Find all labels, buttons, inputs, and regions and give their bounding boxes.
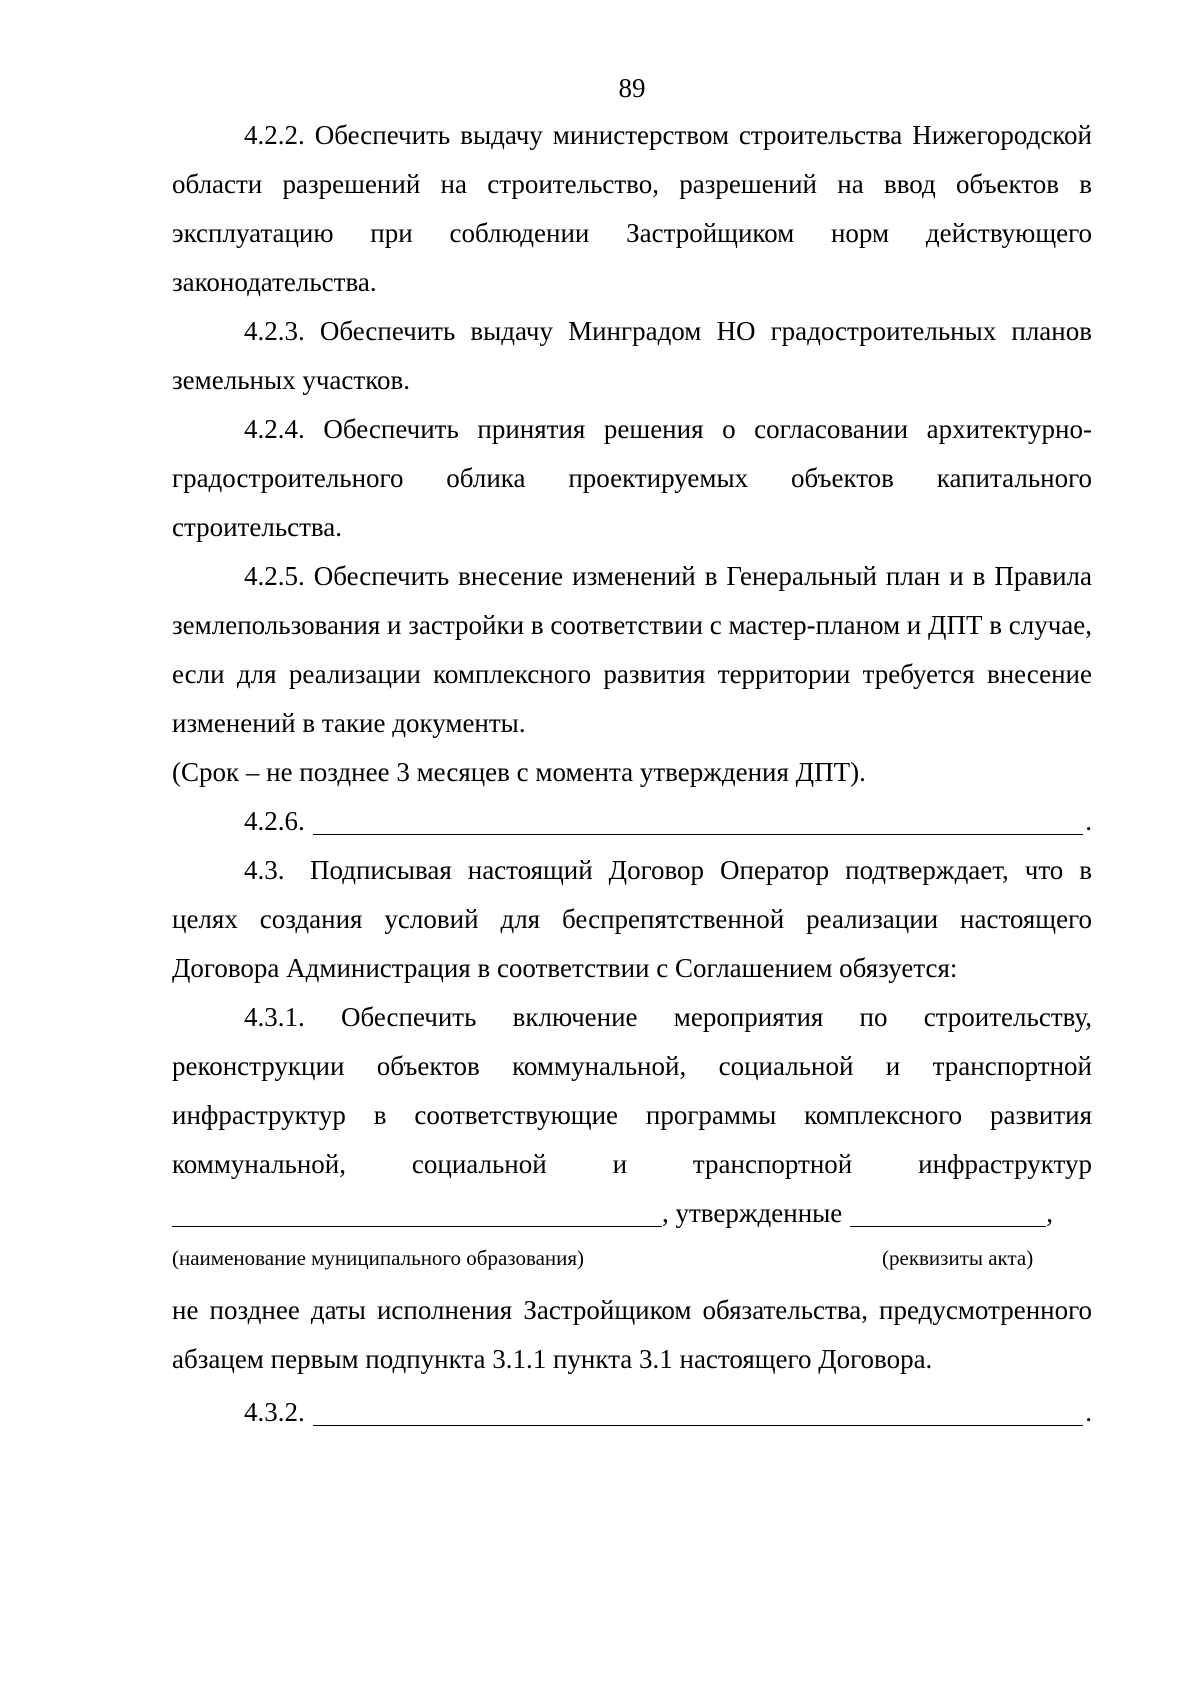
paragraph-4-3-1	[172, 993, 1092, 1189]
paragraph-4-3	[172, 846, 1092, 993]
clause-number: 4.2.5.	[244, 561, 305, 591]
paragraph-4-3-1-tail: не позднее даты исполнения Застройщиком обязательства, предусмотренного абзацем первым подпункта 3.1.1 пункта 3.1 настоящего Договора.	[172, 1295, 1092, 1374]
clause-text: Обеспечить принятия решения о согласовании архитектурно-градостроительного облика проектируемых объектов капитального строительства.	[172, 414, 1093, 542]
paragraph-4-3-2	[172, 1388, 1092, 1437]
clause-end-period: .	[1085, 1397, 1092, 1427]
page-number: 89	[618, 73, 646, 103]
clause-number: 4.3.	[244, 855, 285, 885]
field-captions	[172, 1238, 1092, 1278]
clause-text: Обеспечить внесение изменений в Генеральный план и в Правила землепользования и застройки в соответствии с мастер-планом и ДПТ в случае, если для реализации комплексного развития территории требуется внесение изменений в такие документы.	[172, 561, 1093, 738]
clause-text: Обеспечить выдачу министерством строительства Нижегородской области разрешений на строительство, разрешений на ввод объектов в эксплуатацию при соблюдении Застройщиком норм действующего законодательства.	[172, 120, 1093, 297]
clause-number: 4.2.6.	[244, 806, 305, 836]
approved-text: , утвержденные	[662, 1198, 843, 1228]
act-details-blank-line[interactable]	[850, 1226, 1046, 1227]
clause-number: 4.2.4.	[244, 414, 305, 444]
paragraph-4-2-4	[172, 405, 1092, 552]
paragraph-4-2-6	[172, 797, 1092, 846]
clause-text: Обеспечить включение мероприятия по строительству, реконструкции объектов коммунальной, социальной и транспортной инфраструктур в соответствующие программы комплексного развития коммунальной, социальной и транспортной инфраструктур	[172, 1002, 1092, 1179]
clause-number: 4.2.3.	[244, 316, 305, 346]
paragraph-4-2-3	[172, 307, 1092, 405]
clause-number: 4.3.1.	[244, 1002, 305, 1032]
clause-number: 4.2.2.	[244, 120, 305, 150]
fill-row-municipality	[172, 1189, 1092, 1238]
blank-fill-line[interactable]	[313, 1425, 1084, 1426]
clause-number: 4.3.2.	[244, 1397, 305, 1427]
blank-fill-line[interactable]	[313, 834, 1084, 835]
document-body	[172, 68, 1092, 1437]
deadline-note: (Срок – не позднее 3 месяцев с момента утверждения ДПТ).	[172, 757, 866, 787]
clause-text: Подписывая настоящий Договор Оператор подтверждает, что в целях создания условий для беспрепятственной реализации настоящего Договора Администрация в соответствии с Соглашением обязуется:	[172, 855, 1092, 983]
municipality-blank-line[interactable]	[172, 1226, 662, 1227]
clause-end-period: .	[1085, 806, 1092, 836]
paragraph-4-2-2	[172, 111, 1092, 307]
clause-text: Обеспечить выдачу Минградом НО градостроительных планов земельных участков.	[172, 316, 1092, 395]
caption-municipality: (наименование муниципального образования)	[172, 1246, 585, 1270]
comma: ,	[1046, 1198, 1054, 1228]
caption-act-details: (реквизиты акта)	[882, 1246, 1034, 1270]
paragraph-4-2-5	[172, 552, 1092, 748]
